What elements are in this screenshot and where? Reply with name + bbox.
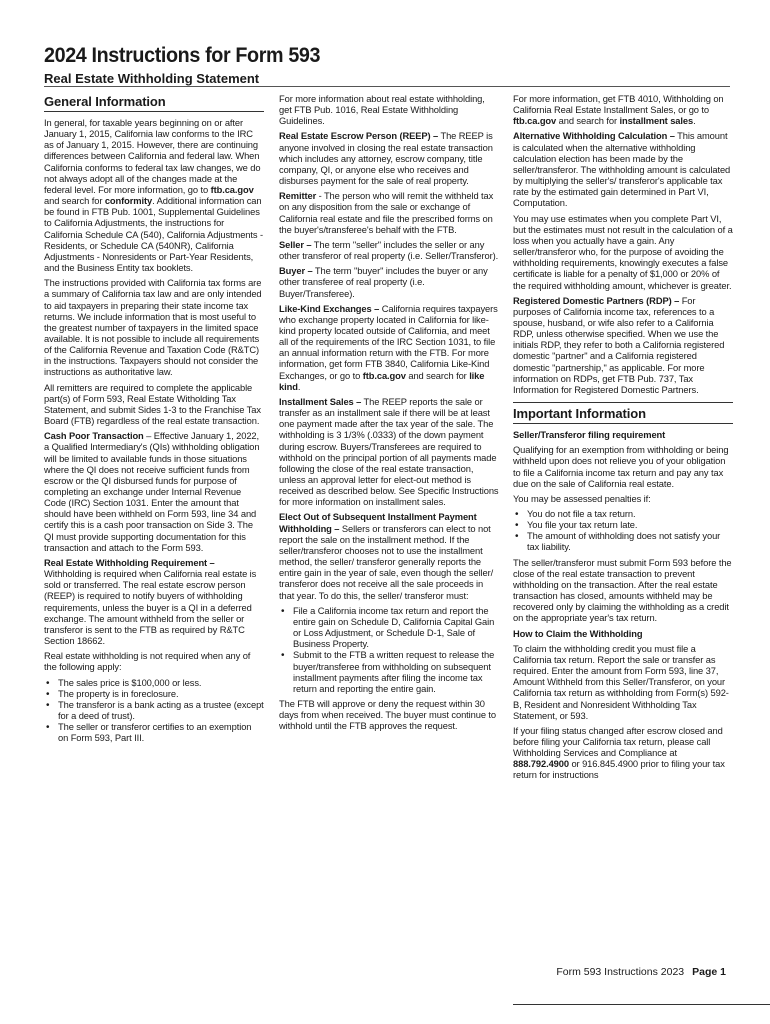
claim-withholding-subheading: How to Claim the Withholding [513, 628, 643, 639]
exemption-list [44, 678, 264, 745]
footer-form-label: Form 593 Instructions 2023 [556, 966, 685, 978]
column-3 [513, 94, 733, 786]
not-required-paragraph: Real estate withholding is not required when any of the following apply: [44, 651, 251, 673]
page-footer [506, 966, 726, 978]
title-divider [44, 86, 730, 87]
footer-divider [513, 1004, 770, 1005]
document-page [44, 44, 733, 1004]
like-kind-paragraph: Like-Kind Exchanges – California requires taxpayers who exchange property located in California for like-kind property located outside of California, and meet all of the requirements of the IRC Section 1031, to file an annual information return with the FTB. For more information, get form FTB 3840, California Like-Kind Exchanges, or go to ftb.ca.gov and search for like kind. [279, 303, 498, 392]
submit-form-paragraph: The seller/transferor must submit Form 593 before the close of the real estate transaction to prevent withholding on the transaction. After the real estate transaction has closed, amounts withheld may be recovered only by claiming the withholding as a credit on the appropriate year's tax return. [513, 557, 732, 624]
cash-poor-paragraph: Cash Poor Transaction – Effective January 1, 2022, a Qualified Intermediary's (QIs) withholding obligation will be limited to available funds in those situations where the QI does not receive sufficient funds from escrow or the QI disbursed funds for purpose of completing an exchange under Internal Revenue Code (IRC) Section 1031. Enter the amount that should have been withheld on Form 593, line 34 and certify this is a cash poor transaction on Side 3. The QI must provide supporting documentation for this transaction and attach to the Form 593. [44, 431, 260, 553]
list-item: • Submit to the FTB a written request to release the buyer/transferee from withholding on subsequent installment payments after filing the income tax return and reporting the entire gain. [293, 650, 499, 695]
list-item: • The seller or transferor certifies to an exemption on Form 593, Part III. [58, 722, 264, 744]
remitter-paragraph: Remitter - The person who will remit the withheld tax on any disposition from the sale or exchange of California real estate and file the prescribed forms on the buyer's/transferee's behalf with the FTB. [279, 191, 494, 235]
remitters-paragraph: All remitters are required to complete the applicable part(s) of Form 593, Real Estate Witholding Tax Statement, and submit Sides 1-3 to the Franchise Tax Board (FTB) regardless of the real estate transaction. [44, 382, 261, 427]
filing-status-paragraph: If your filing status changed after escrow closed and before filing your California tax return, please call Withholding Services and Compliance at 888.792.4900 or 916.845.4900 prior to filing your tax return for instructions [513, 725, 725, 781]
list-item: • The transferor is a bank acting as a trustee (except for a deed of trust). [58, 700, 264, 722]
ftb-4010-paragraph: For more information, get FTB 4010, Withholding on California Real Estate Installment Sales, or go to ftb.ca.gov and search for installment sales. [513, 94, 724, 127]
pub-1016-paragraph: For more information about real estate withholding, get FTB Pub. 1016, Real Estate Withholding Guidelines. [279, 94, 485, 127]
ftb-approval-paragraph: The FTB will approve or deny the request within 30 days from when received. The buyer must continue to withhold until the FTB approves the request. [279, 698, 497, 732]
column-2 [279, 94, 499, 736]
list-item: • The sales price is $100,000 or less. [58, 678, 264, 689]
filing-requirement-subheading: Seller/Transferor filing requirement [513, 430, 666, 441]
buyer-paragraph: Buyer – The term "buyer" includes the buyer or any other transferee of real property (i.e. Buyer/Transferee). [279, 266, 488, 299]
conformity-paragraph: In general, for taxable years beginning on or after January 1, 2015, California law conforms to the IRC as of January 1, 2015. However, there are continuing differences between California and federal law. When California conforms to federal tax law changes, we do not always adopt all of the changes made at the federal level. For more information, go to ftb.ca.gov and search for conformity. Additional information can be found in FTB Pub. 1001, Supplemental Guidelines to California Adjustments, the instructions for California Schedule CA (540), California Adjustments - Residents, or Schedule CA (540NR), California Adjustments - Nonresidents or Part-Year Residents, and the Business Entity tax booklets. [44, 118, 263, 274]
general-information-heading: General Information [44, 94, 264, 112]
qualifying-paragraph: Qualifying for an exemption from withholding or being withheld upon does not relieve you of your obligation to file a California income tax return and pay any tax due on the sale of California real estate. [513, 445, 729, 489]
list-item: • You do not file a tax return. [527, 509, 733, 520]
list-item: • You file your tax return late. [527, 520, 733, 531]
list-item: • File a California income tax return and report the entire gain on Schedule D, California Capital Gain or Loss Adjustment, or Schedule D-1, Sale of Business Property. [293, 606, 499, 651]
column-1 [44, 94, 264, 748]
list-item: • The amount of withholding does not satisfy your tax liability. [527, 531, 733, 553]
reep-paragraph: Real Estate Escrow Person (REEP) – The REEP is anyone involved in closing the real estate transaction which includes any attorney, escrow company, title company, QI, or anyone else who receives and disburses payment for the sale of real property. [279, 131, 493, 187]
page-number: Page 1 [692, 966, 726, 978]
seller-paragraph: Seller – The term "seller" includes the seller or any other transferor of real property (i.e. Seller/Transferor). [279, 239, 499, 262]
summary-paragraph: The instructions provided with California tax forms are a summary of California tax law and are only intended to aid taxpayers in preparing their state income tax returns. We include information that is most useful to the greatest number of taxpayers in the limited space available. It is not possible to include all requirements of the California Revenue and Taxation Code (R&TC) in the instructions. Taxpayers should not consider the instructions as authoritative law. [44, 278, 262, 378]
estimates-paragraph: You may use estimates when you complete Part VI, but the estimates must not result in the calculation of a loss when you actually have a gain. Any seller/transferor who, for the purpose of avoiding the withholding requirements, knowingly executes a false certificate is liable for a penalty of $1,000 or 20% of the required withholding amount, whichever is greater. [513, 213, 733, 291]
withholding-requirement-paragraph: Real Estate Withholding Requirement – Withholding is required when California real estate is sold or transferred. The real estate escrow person (REEP) is required to notify buyers of withholding requirements, unless the buyer is a QI in a deferred exchange. The amount withheld from the seller or transferor is sent to the FTB as required by R&TC Section 18662. [44, 557, 257, 647]
penalties-paragraph: You may be assessed penalties if: [513, 493, 651, 504]
page-title: 2024 Instructions for Form 593 [44, 44, 321, 67]
important-information-heading: Important Information [513, 402, 733, 424]
alternative-withholding-paragraph: Alternative Withholding Calculation – This amount is calculated when the alternative withholding calculation election has been made by the seller/transferor. The withholding amount is calculated by multiplying the seller's/ transferor's applicable tax rate by the estimated gain determined in Part VI, Computation. [513, 131, 731, 209]
rdp-paragraph: Registered Domestic Partners (RDP) – For purposes of California income tax, references to a spouse, husband, or wife also refer to a California RDP, unless otherwise specified. When we use the initials RDP, they refer to both a California registered domestic "partner" and a California registered domestic "partnership," as applicable. For more information on RDPs, get FTB Pub. 737, Tax Information for Registered Domestic Partners. [513, 295, 725, 395]
page-subtitle: Real Estate Withholding Statement [44, 71, 260, 86]
penalties-list [513, 509, 733, 554]
installment-sales-paragraph: Installment Sales – The REEP reports the sale or transfer as an installment sale if there will be at least one payment made after the tax year of the sale. The withholding is 3 1/3% (.0333) of the down payment during escrow. Buyers/Transferees are required to withhold on the principal portion of all payments made following the close of the real estate transaction, unless an approval letter for elect-out method is received as described below. See Specific Instructions for more information on installment sales. [279, 396, 499, 508]
claim-paragraph: To claim the withholding credit you must file a California tax return. Report the sale or transfer as required. Enter the amount from Form 593, line 37, Amount Withheld from this Seller/Transferor, on your California tax return as withholding from Form(s) 592-B, Resident and Nonresident Withholding Tax Statement, or 593. [513, 643, 729, 721]
elect-out-paragraph: Elect Out of Subsequent Installment Payment Withholding – Sellers or transferors can elect to not report the sale on the installment method. If the seller/transferor chooses not to use the installment method, the seller/ transferor generally reports the entire gain in the year of sale, even though the seller/ transferor does not receive all the sale proceeds in that year. To do this, the seller/ transferor must: [279, 512, 494, 601]
list-item: • The property is in foreclosure. [58, 689, 264, 700]
elect-out-list [279, 606, 499, 695]
